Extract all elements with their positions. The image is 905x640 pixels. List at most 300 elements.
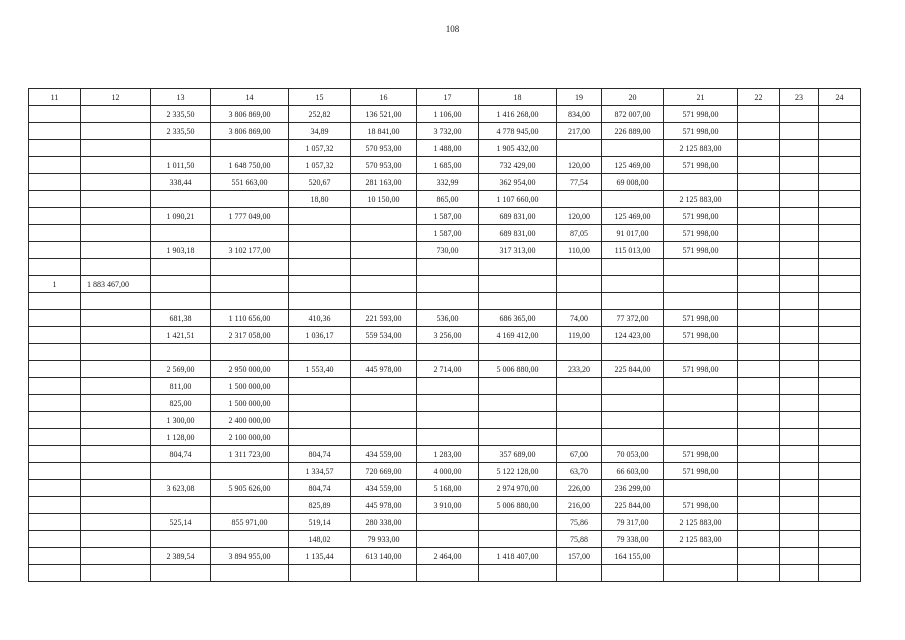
- table-cell: [557, 191, 602, 208]
- table-cell: [417, 514, 479, 531]
- table-cell: [780, 514, 819, 531]
- table-row: [29, 378, 861, 395]
- table-cell: [602, 412, 664, 429]
- table-cell: [819, 548, 861, 565]
- table-cell: [81, 242, 151, 259]
- column-header: 11: [29, 89, 81, 106]
- table-cell: 410,36: [289, 310, 351, 327]
- table-cell: [29, 293, 81, 310]
- table-row: [29, 344, 861, 361]
- table-cell: 571 998,00: [664, 327, 738, 344]
- table-row: [29, 259, 861, 276]
- table-cell: [738, 378, 780, 395]
- table-cell: [557, 565, 602, 582]
- table-cell: 571 998,00: [664, 361, 738, 378]
- table-cell: [29, 361, 81, 378]
- table-row: [29, 531, 861, 548]
- table-cell: 34,89: [289, 123, 351, 140]
- table-cell: [738, 446, 780, 463]
- table-cell: [29, 497, 81, 514]
- table-row: [29, 174, 861, 191]
- table-cell: [819, 106, 861, 123]
- table-cell: 1 334,57: [289, 463, 351, 480]
- table-cell: [417, 412, 479, 429]
- table-cell: [289, 429, 351, 446]
- table-cell: 732 429,00: [479, 157, 557, 174]
- table-cell: 1 107 660,00: [479, 191, 557, 208]
- table-cell: [289, 293, 351, 310]
- table-cell: [29, 429, 81, 446]
- table-cell: 1 283,00: [417, 446, 479, 463]
- table-cell: [417, 429, 479, 446]
- table-row: [29, 123, 861, 140]
- table-cell: [479, 412, 557, 429]
- table-cell: 164 155,00: [602, 548, 664, 565]
- table-cell: 66 603,00: [602, 463, 664, 480]
- table-cell: [819, 361, 861, 378]
- table-cell: [351, 378, 417, 395]
- table-cell: [29, 310, 81, 327]
- table-cell: 233,20: [557, 361, 602, 378]
- table-cell: [81, 480, 151, 497]
- table-cell: [479, 514, 557, 531]
- table-cell: 445 978,00: [351, 361, 417, 378]
- table-cell: 338,44: [151, 174, 211, 191]
- table-cell: 2 335,50: [151, 123, 211, 140]
- table-cell: [664, 276, 738, 293]
- table-cell: 1 311 723,00: [211, 446, 289, 463]
- table-cell: [351, 429, 417, 446]
- table-cell: [417, 395, 479, 412]
- page-number: 108: [445, 24, 460, 34]
- table-cell: 3 256,00: [417, 327, 479, 344]
- table-cell: [351, 565, 417, 582]
- table-cell: 571 998,00: [664, 463, 738, 480]
- table-cell: [81, 395, 151, 412]
- table-cell: [81, 208, 151, 225]
- table-row: [29, 395, 861, 412]
- table-cell: [738, 225, 780, 242]
- table-cell: [81, 361, 151, 378]
- table-cell: [819, 344, 861, 361]
- table-cell: 804,74: [289, 446, 351, 463]
- table-cell: [819, 174, 861, 191]
- table-cell: [211, 344, 289, 361]
- table-cell: [780, 242, 819, 259]
- table-cell: [738, 140, 780, 157]
- table-cell: [738, 327, 780, 344]
- table-cell: [479, 259, 557, 276]
- table-cell: [602, 191, 664, 208]
- table-cell: [81, 123, 151, 140]
- table-cell: 804,74: [289, 480, 351, 497]
- table-cell: [151, 531, 211, 548]
- header-row: [29, 89, 861, 106]
- table-cell: [602, 276, 664, 293]
- table-row: [29, 276, 861, 293]
- table-cell: [738, 293, 780, 310]
- table-cell: [417, 259, 479, 276]
- table-cell: [780, 157, 819, 174]
- table-cell: 1 036,17: [289, 327, 351, 344]
- table-cell: [211, 293, 289, 310]
- table-cell: [664, 395, 738, 412]
- table-cell: 79 317,00: [602, 514, 664, 531]
- table-cell: [81, 378, 151, 395]
- table-cell: 115 013,00: [602, 242, 664, 259]
- table-cell: [29, 395, 81, 412]
- table-cell: 221 593,00: [351, 310, 417, 327]
- table-cell: [780, 276, 819, 293]
- table-cell: [29, 157, 81, 174]
- table-cell: 5 122 128,00: [479, 463, 557, 480]
- table-cell: [780, 395, 819, 412]
- table-row: [29, 497, 861, 514]
- column-header: 20: [602, 89, 664, 106]
- table-cell: 1 128,00: [151, 429, 211, 446]
- table-cell: 281 163,00: [351, 174, 417, 191]
- table-cell: 1 500 000,00: [211, 378, 289, 395]
- table-cell: 1 106,00: [417, 106, 479, 123]
- table-cell: [780, 208, 819, 225]
- table-cell: [557, 140, 602, 157]
- table-cell: [211, 225, 289, 242]
- table-cell: [780, 259, 819, 276]
- table-cell: [780, 361, 819, 378]
- table-cell: [738, 157, 780, 174]
- table-cell: 225 844,00: [602, 497, 664, 514]
- table-cell: [351, 208, 417, 225]
- table-cell: [602, 429, 664, 446]
- table-cell: [738, 106, 780, 123]
- table-cell: 120,00: [557, 157, 602, 174]
- table-cell: [81, 531, 151, 548]
- table-cell: 434 559,00: [351, 480, 417, 497]
- table-cell: 2 335,50: [151, 106, 211, 123]
- column-header: 12: [81, 89, 151, 106]
- table-cell: 1 488,00: [417, 140, 479, 157]
- table-cell: [557, 412, 602, 429]
- table-cell: [81, 412, 151, 429]
- table-cell: 124 423,00: [602, 327, 664, 344]
- table-cell: [664, 480, 738, 497]
- table-cell: [29, 123, 81, 140]
- table-cell: [417, 293, 479, 310]
- table-cell: [81, 548, 151, 565]
- table-cell: 571 998,00: [664, 242, 738, 259]
- table-cell: [479, 378, 557, 395]
- table-row: [29, 310, 861, 327]
- table-cell: [479, 531, 557, 548]
- table-body: [29, 106, 861, 582]
- table-cell: [819, 157, 861, 174]
- table-cell: [289, 395, 351, 412]
- table-cell: [289, 412, 351, 429]
- table-header: [29, 89, 861, 106]
- table-cell: 1 057,32: [289, 157, 351, 174]
- table-cell: [819, 429, 861, 446]
- table-cell: 1 300,00: [151, 412, 211, 429]
- table-cell: [819, 446, 861, 463]
- table-row: [29, 514, 861, 531]
- table-cell: 18,80: [289, 191, 351, 208]
- table-cell: 872 007,00: [602, 106, 664, 123]
- table-cell: [289, 565, 351, 582]
- table-cell: [780, 310, 819, 327]
- table-cell: 4 778 945,00: [479, 123, 557, 140]
- table-cell: 5 168,00: [417, 480, 479, 497]
- table-cell: 74,00: [557, 310, 602, 327]
- table-row: [29, 208, 861, 225]
- table-row: [29, 548, 861, 565]
- table-cell: 720 669,00: [351, 463, 417, 480]
- table-cell: [780, 446, 819, 463]
- table-cell: [780, 191, 819, 208]
- data-table: [28, 88, 861, 582]
- table-cell: [81, 157, 151, 174]
- table-cell: 3 732,00: [417, 123, 479, 140]
- table-cell: [780, 565, 819, 582]
- table-cell: 87,05: [557, 225, 602, 242]
- table-cell: [151, 497, 211, 514]
- table-cell: [211, 565, 289, 582]
- table-cell: 571 998,00: [664, 225, 738, 242]
- table-cell: [81, 140, 151, 157]
- table-cell: 3 806 869,00: [211, 123, 289, 140]
- table-cell: [780, 429, 819, 446]
- table-cell: [151, 463, 211, 480]
- table-cell: [29, 191, 81, 208]
- table-cell: [211, 531, 289, 548]
- table-cell: [819, 123, 861, 140]
- table-cell: 18 841,00: [351, 123, 417, 140]
- table-cell: 1 777 049,00: [211, 208, 289, 225]
- table-cell: [819, 191, 861, 208]
- table-cell: 75,88: [557, 531, 602, 548]
- table-cell: [29, 208, 81, 225]
- table-cell: [738, 531, 780, 548]
- table-cell: [738, 429, 780, 446]
- table-cell: [819, 293, 861, 310]
- table-cell: 125 469,00: [602, 208, 664, 225]
- table-cell: [557, 293, 602, 310]
- table-cell: [479, 429, 557, 446]
- table-cell: [289, 344, 351, 361]
- table-cell: 3 806 869,00: [211, 106, 289, 123]
- table-cell: 536,00: [417, 310, 479, 327]
- table-cell: [29, 463, 81, 480]
- table-cell: 2 950 000,00: [211, 361, 289, 378]
- table-cell: [664, 548, 738, 565]
- table-cell: [29, 531, 81, 548]
- table-cell: [664, 259, 738, 276]
- table-cell: [738, 480, 780, 497]
- table-cell: [479, 395, 557, 412]
- table-cell: 225 844,00: [602, 361, 664, 378]
- table-cell: 120,00: [557, 208, 602, 225]
- table-row: [29, 225, 861, 242]
- table-cell: 236 299,00: [602, 480, 664, 497]
- table-cell: [479, 293, 557, 310]
- table-cell: [780, 327, 819, 344]
- table-cell: 77 372,00: [602, 310, 664, 327]
- table-cell: [738, 310, 780, 327]
- table-cell: [780, 463, 819, 480]
- table-cell: [81, 327, 151, 344]
- table-cell: 226,00: [557, 480, 602, 497]
- table-cell: [351, 344, 417, 361]
- table-cell: 825,89: [289, 497, 351, 514]
- table-cell: 445 978,00: [351, 497, 417, 514]
- table-cell: 2 100 000,00: [211, 429, 289, 446]
- table-cell: 2 464,00: [417, 548, 479, 565]
- table-cell: [29, 344, 81, 361]
- table-cell: [602, 344, 664, 361]
- table-cell: [479, 276, 557, 293]
- table-cell: [289, 276, 351, 293]
- table-cell: 571 998,00: [664, 157, 738, 174]
- table-cell: 811,00: [151, 378, 211, 395]
- table-cell: [738, 242, 780, 259]
- table-cell: [738, 395, 780, 412]
- table-cell: [780, 531, 819, 548]
- table-cell: [351, 293, 417, 310]
- table-cell: [819, 276, 861, 293]
- table-cell: [738, 208, 780, 225]
- table-cell: [417, 378, 479, 395]
- table-cell: [29, 174, 81, 191]
- table-cell: [351, 242, 417, 259]
- table-cell: [780, 412, 819, 429]
- table-cell: 525,14: [151, 514, 211, 531]
- table-cell: [29, 378, 81, 395]
- table-cell: 125 469,00: [602, 157, 664, 174]
- table-cell: 2 317 058,00: [211, 327, 289, 344]
- table-cell: [738, 123, 780, 140]
- table-cell: 1 090,21: [151, 208, 211, 225]
- table-cell: 551 663,00: [211, 174, 289, 191]
- table-cell: 4 000,00: [417, 463, 479, 480]
- column-header: 21: [664, 89, 738, 106]
- table-cell: [819, 259, 861, 276]
- table-cell: [780, 480, 819, 497]
- table-cell: 77,54: [557, 174, 602, 191]
- table-cell: 70 053,00: [602, 446, 664, 463]
- table-cell: 2 400 000,00: [211, 412, 289, 429]
- table-cell: [738, 344, 780, 361]
- table-cell: [738, 463, 780, 480]
- table-cell: 79 933,00: [351, 531, 417, 548]
- table-cell: 1 110 656,00: [211, 310, 289, 327]
- table-cell: 357 689,00: [479, 446, 557, 463]
- table-cell: [819, 531, 861, 548]
- table-cell: 217,00: [557, 123, 602, 140]
- table-cell: 69 008,00: [602, 174, 664, 191]
- table-cell: [29, 106, 81, 123]
- table-cell: [211, 463, 289, 480]
- column-header: 24: [819, 89, 861, 106]
- table-cell: [664, 412, 738, 429]
- table-cell: [738, 565, 780, 582]
- table-cell: [664, 429, 738, 446]
- table-cell: [151, 293, 211, 310]
- table-cell: [780, 548, 819, 565]
- table-cell: 1 553,40: [289, 361, 351, 378]
- column-header: 23: [780, 89, 819, 106]
- table-cell: 1 011,50: [151, 157, 211, 174]
- column-header: 13: [151, 89, 211, 106]
- table-row: [29, 565, 861, 582]
- table-row: [29, 463, 861, 480]
- table-cell: 226 889,00: [602, 123, 664, 140]
- table-cell: [780, 293, 819, 310]
- table-cell: [417, 531, 479, 548]
- table-cell: [819, 378, 861, 395]
- table-row: [29, 480, 861, 497]
- table-cell: [351, 276, 417, 293]
- table-cell: [81, 310, 151, 327]
- table-cell: [81, 174, 151, 191]
- table-cell: [819, 480, 861, 497]
- table-cell: 5 006 880,00: [479, 361, 557, 378]
- table-row: [29, 140, 861, 157]
- table-cell: [819, 140, 861, 157]
- table-cell: [81, 259, 151, 276]
- table-cell: 75,86: [557, 514, 602, 531]
- table-cell: 5 006 880,00: [479, 497, 557, 514]
- table-row: [29, 191, 861, 208]
- table-cell: [664, 174, 738, 191]
- table-cell: 571 998,00: [664, 208, 738, 225]
- column-header: 18: [479, 89, 557, 106]
- table-cell: 2 389,54: [151, 548, 211, 565]
- table-cell: [211, 191, 289, 208]
- table-cell: [819, 514, 861, 531]
- table-cell: 67,00: [557, 446, 602, 463]
- table-cell: 1 685,00: [417, 157, 479, 174]
- table-cell: 434 559,00: [351, 446, 417, 463]
- table-cell: 1 057,32: [289, 140, 351, 157]
- table-cell: 613 140,00: [351, 548, 417, 565]
- table-cell: 5 905 626,00: [211, 480, 289, 497]
- table-cell: 2 125 883,00: [664, 191, 738, 208]
- table-cell: [479, 344, 557, 361]
- table-cell: [738, 548, 780, 565]
- table-cell: 571 998,00: [664, 123, 738, 140]
- table-cell: [738, 191, 780, 208]
- table-cell: [557, 378, 602, 395]
- table-cell: 2 125 883,00: [664, 140, 738, 157]
- table-cell: 519,14: [289, 514, 351, 531]
- table-cell: [819, 463, 861, 480]
- table-cell: 570 953,00: [351, 157, 417, 174]
- table-cell: 2 125 883,00: [664, 531, 738, 548]
- table-cell: [417, 344, 479, 361]
- column-header: 22: [738, 89, 780, 106]
- table-cell: 4 169 412,00: [479, 327, 557, 344]
- table-cell: 148,02: [289, 531, 351, 548]
- table-cell: [738, 174, 780, 191]
- table-cell: [738, 361, 780, 378]
- table-cell: 3 102 177,00: [211, 242, 289, 259]
- table-cell: [780, 378, 819, 395]
- table-cell: [81, 565, 151, 582]
- table-cell: 119,00: [557, 327, 602, 344]
- table-cell: [151, 225, 211, 242]
- table-cell: [289, 225, 351, 242]
- table-cell: [81, 446, 151, 463]
- table-cell: 362 954,00: [479, 174, 557, 191]
